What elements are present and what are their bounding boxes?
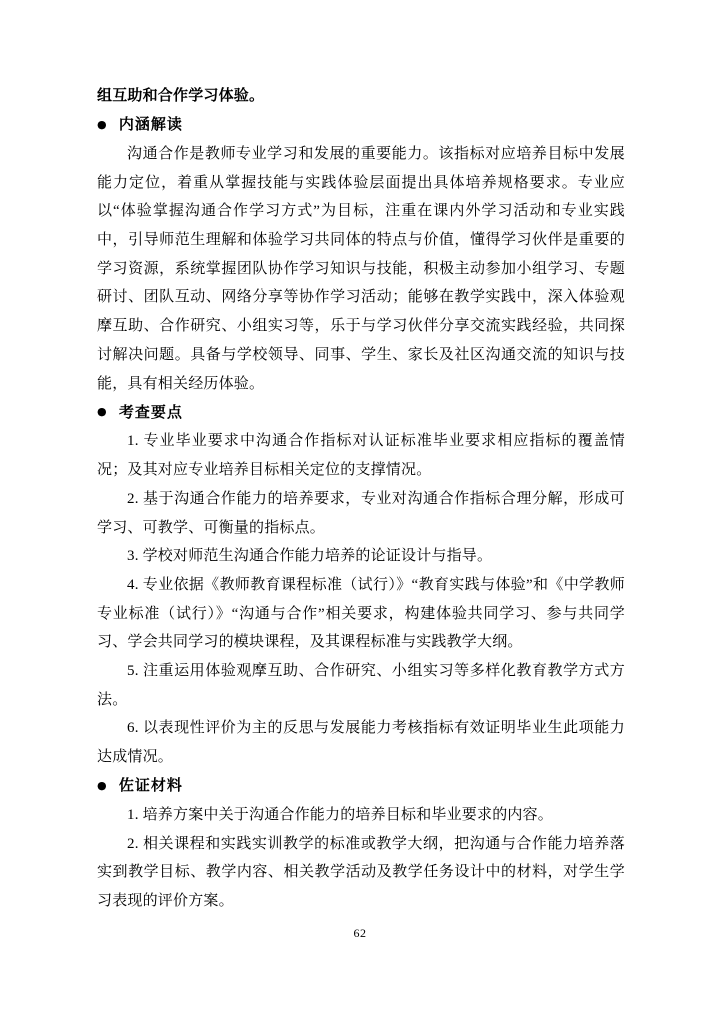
- bullet-icon: ●: [97, 117, 107, 131]
- section-heading-review-points: [97, 398, 625, 427]
- supporting-material-item-1: 1. 培养方案中关于沟通合作能力的培养目标和毕业要求的内容。: [127, 807, 554, 824]
- review-point-item-4: 4. 专业依据《教师教育课程标准（试行）》“教育实践与体验”和《中学教师专业标准（试行）》“沟通与合作”相关要求，构建体验共同学习、参与共同学习、学会共同学习的模块课程，及其课程标准与实践教学大纲。: [97, 576, 625, 651]
- document-content: [97, 82, 625, 916]
- section-heading-connotation: [97, 111, 625, 140]
- review-point-item-3: 3. 学校对师范生沟通合作能力培养的论证设计与指导。: [127, 548, 493, 565]
- section-heading-label: 佐证材料: [118, 778, 183, 795]
- section-heading-supporting-materials: [97, 772, 625, 801]
- section-heading-label: 内涵解读: [118, 117, 183, 134]
- bullet-icon: ●: [97, 405, 107, 419]
- review-point-item-5: 5. 注重运用体验观摩互助、合作研究、小组实习等多样化教育教学方式方法。: [97, 663, 625, 708]
- section-heading-label: 考查要点: [118, 404, 183, 421]
- page-number: 62: [353, 926, 367, 940]
- supporting-material-item-2: 2. 相关课程和实践实训教学的标准或教学大纲，把沟通与合作能力培养落实到教学目标、教学内容、相关教学活动及教学任务设计中的材料，对学生学习表现的评价方案。: [97, 835, 625, 910]
- intro-line: 组互助和合作学习体验。: [97, 88, 265, 104]
- paragraph-connotation: 沟通合作是教师专业学习和发展的重要能力。该指标对应培养目标中发展能力定位，着重从掌握技能与实践体验层面提出具体培养规格要求。专业应以“体验掌握沟通合作学习方式”为目标，注重在课内外学习活动和专业实践中，引导师范生理解和体验学习共同体的特点与价值，懂得学习伙伴是重要的学习资源，系统掌握团队协作学习知识与技能，积极主动参加小组学习、专题研讨、团队互动、网络分享等协作学习活动；能够在教学实践中，深入体验观摩互助、合作研究、小组实习等，乐于与学习伙伴分享交流实践经验，共同探讨解决问题。具备与学校领导、同事、学生、家长及社区沟通交流的知识与技能，具有相关经历体验。: [97, 145, 625, 392]
- review-point-item-6: 6. 以表现性评价为主的反思与发展能力考核指标有效证明毕业生此项能力达成情况。: [97, 720, 625, 766]
- review-point-item-1: 1. 专业毕业要求中沟通合作指标对认证标准毕业要求相应指标的覆盖情况；及其对应专业培养目标相关定位的支撑情况。: [97, 433, 625, 479]
- review-point-item-2: 2. 基于沟通合作能力的培养要求，专业对沟通合作指标合理分解，形成可学习、可教学、可衡量的指标点。: [97, 490, 625, 536]
- bullet-icon: ●: [97, 778, 107, 792]
